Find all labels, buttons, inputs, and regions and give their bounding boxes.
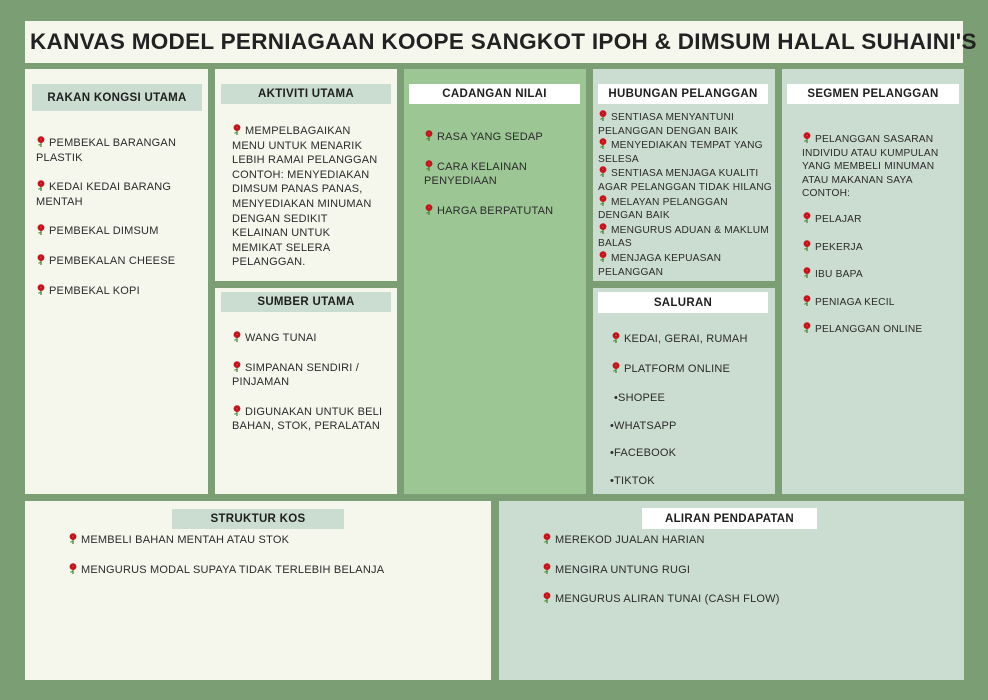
list-item: MENGIRA UNTUNG RUGI <box>542 563 952 578</box>
rose-icon <box>542 592 552 603</box>
rose-icon <box>68 533 78 544</box>
rose-icon <box>802 322 812 333</box>
customer-segments-header: SEGMEN PELANGGAN <box>787 84 959 104</box>
rose-icon <box>802 267 812 278</box>
rose-icon <box>598 251 608 262</box>
list-item: MENJAGA KEPUASAN PELANGGAN <box>598 252 722 278</box>
list-item: MENGURUS ADUAN & MAKLUM BALAS <box>598 224 769 250</box>
list-item: IBU BAPA <box>802 267 952 282</box>
list-item: MEREKOD JUALAN HARIAN <box>542 533 952 548</box>
rose-icon <box>232 405 242 416</box>
list-item: PENIAGA KECIL <box>802 295 952 310</box>
list-item: MEMBELI BAHAN MENTAH ATAU STOK <box>68 533 478 548</box>
list-item: PEKERJA <box>802 240 952 255</box>
rose-icon <box>36 224 46 235</box>
list-item: PEMBEKAL KOPI <box>36 284 202 299</box>
customer-segments-list <box>802 212 952 350</box>
rose-icon <box>611 332 621 343</box>
list-item: PELAJAR <box>802 212 952 227</box>
customer-segments-panel <box>782 69 964 494</box>
key-partners-header: RAKAN KONGSI UTAMA <box>32 84 202 111</box>
list-item: CARA KELAINAN PENYEDIAAN <box>424 160 528 188</box>
list-item: MENGURUS MODAL SUPAYA TIDAK TERLEBIH BELANJA <box>68 563 478 578</box>
customer-segments-intro: PELANGGAN SASARAN INDIVIDU ATAU KUMPULAN YANG MEMBELI MINUMAN ATAU MAKANAN SAYA CONTOH: <box>802 134 939 200</box>
rose-icon <box>598 223 608 234</box>
key-partners-panel <box>25 69 208 494</box>
channels-sublist <box>610 391 770 501</box>
customer-relationships-list <box>598 110 772 279</box>
list-item: RASA YANG SEDAP <box>424 130 574 145</box>
channels-list <box>611 332 771 391</box>
list-item: PEMBEKAL BARANGAN PLASTIK <box>36 137 177 164</box>
list-item: SIMPANAN SENDIRI / PINJAMAN <box>232 361 360 389</box>
rose-icon <box>36 180 46 191</box>
rose-icon <box>802 212 812 223</box>
canvas-title-bar <box>25 21 977 63</box>
cost-structure-panel <box>25 501 491 680</box>
key-resources-list <box>232 331 387 449</box>
rose-icon <box>36 254 46 265</box>
key-activities-panel <box>215 69 397 281</box>
channels-header: SALURAN <box>598 292 768 313</box>
customer-relationships-panel <box>593 69 775 281</box>
rose-icon <box>232 361 242 372</box>
rose-icon <box>68 563 78 574</box>
key-resources-panel <box>215 288 397 494</box>
rose-icon <box>598 110 608 121</box>
list-item: •TIKTOK <box>610 474 655 487</box>
key-resources-header: SUMBER UTAMA <box>221 292 391 312</box>
rose-icon <box>424 160 434 171</box>
list-item: WANG TUNAI <box>232 331 387 346</box>
revenue-streams-header: ALIRAN PENDAPATAN <box>642 508 817 529</box>
list-item: SENTIASA MENJAGA KUALITI AGAR PELANGGAN TIDAK HILANG <box>598 168 772 193</box>
key-activities-text: MEMPELBAGAIKAN MENU UNTUK MENARIK LEBIH RAMAI PELANGGAN CONTOH: MENYEDIAKAN DIMSUM PANAS PANAS, MENYEDIAKAN MINUMAN DENGAN SEDIKIT KELAINAN UNTUK MEMIKAT SELERA PELANGGAN. <box>232 125 378 269</box>
rose-icon <box>802 295 812 306</box>
list-item: MENGURUS ALIRAN TUNAI (CASH FLOW) <box>542 592 952 607</box>
list-item: KEDAI, GERAI, RUMAH <box>611 332 771 347</box>
list-item: PLATFORM ONLINE <box>611 362 771 377</box>
cost-structure-header: STRUKTUR KOS <box>172 509 344 529</box>
list-item: PEMBEKAL DIMSUM <box>36 224 202 239</box>
rose-icon <box>598 138 608 149</box>
list-item: DIGUNAKAN UNTUK BELI BAHAN, STOK, PERALATAN <box>232 405 383 433</box>
rose-icon <box>424 130 434 141</box>
channels-panel <box>593 288 775 494</box>
customer-relationships-header: HUBUNGAN PELANGGAN <box>598 84 768 104</box>
revenue-streams-panel <box>499 501 964 680</box>
list-item: KEDAI KEDAI BARANG MENTAH <box>36 181 172 208</box>
list-item: PELANGGAN ONLINE <box>802 322 952 337</box>
list-item: •SHOPEE <box>614 392 666 404</box>
value-proposition-header: CADANGAN NILAI <box>409 84 580 104</box>
rose-icon <box>36 284 46 295</box>
page-title: KANVAS MODEL PERNIAGAAN KOOPE SANGKOT IPOH & DIMSUM HALAL SUHAINI'S <box>30 29 977 54</box>
rose-icon <box>802 240 812 251</box>
cost-structure-list <box>68 533 478 592</box>
rose-icon <box>232 331 242 342</box>
rose-icon <box>598 195 608 206</box>
rose-icon <box>232 124 242 135</box>
list-item: HARGA BERPATUTAN <box>424 204 574 219</box>
rose-icon <box>36 136 46 147</box>
list-item: PEMBEKALAN CHEESE <box>36 254 202 269</box>
rose-icon <box>611 362 621 373</box>
key-partners-list <box>36 136 202 313</box>
list-item: MELAYAN PELANGGAN DENGAN BAIK <box>598 196 728 222</box>
revenue-streams-list <box>542 533 952 622</box>
rose-icon <box>598 166 608 177</box>
list-item: MENYEDIAKAN TEMPAT YANG SELESA <box>598 140 763 165</box>
rose-icon <box>542 533 552 544</box>
value-proposition-panel <box>404 69 586 494</box>
list-item: •FACEBOOK <box>610 447 677 460</box>
list-item: SENTIASA MENYANTUNI PELANGGAN DENGAN BAIK <box>598 112 739 137</box>
rose-icon <box>424 204 434 215</box>
key-activities-header: AKTIVITI UTAMA <box>221 84 391 104</box>
rose-icon <box>542 563 552 574</box>
rose-icon <box>802 132 812 143</box>
value-proposition-list <box>424 130 574 233</box>
list-item: •WHATSAPP <box>610 419 677 432</box>
